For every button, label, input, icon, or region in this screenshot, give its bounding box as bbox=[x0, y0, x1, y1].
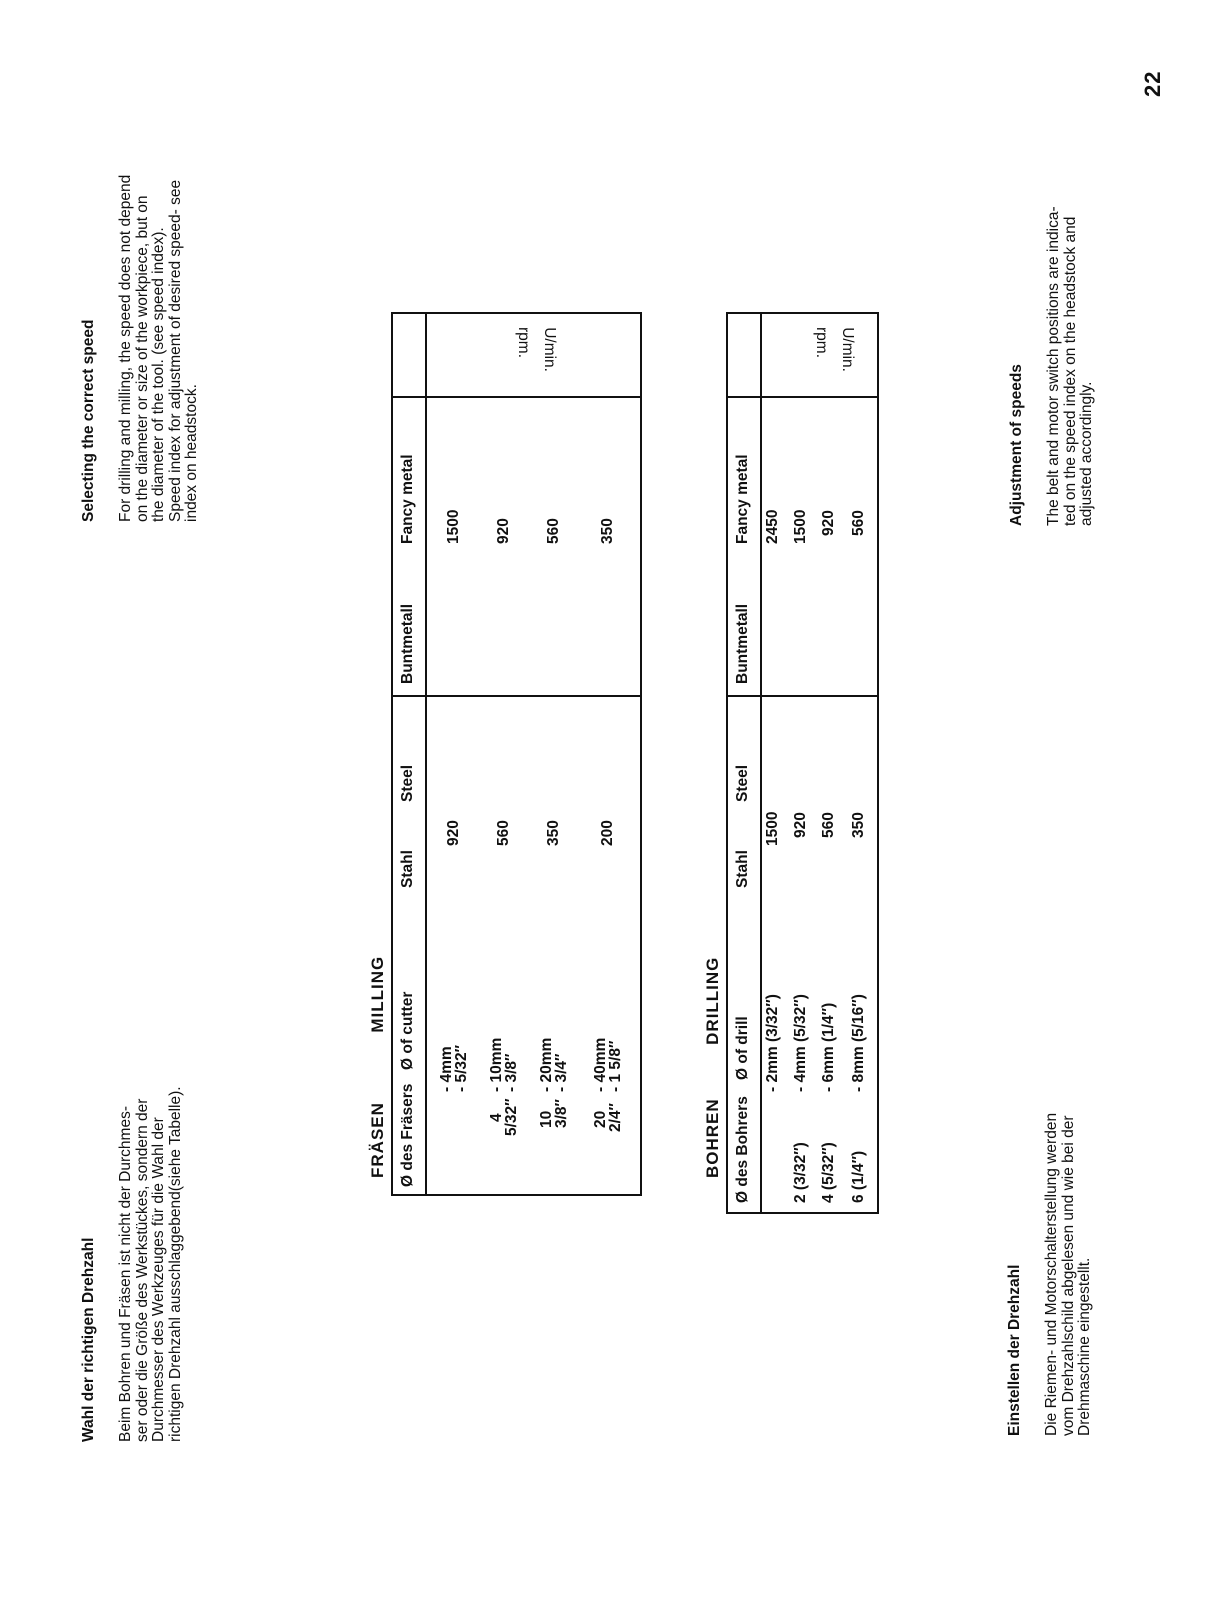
drilling-unit-de: U/min. bbox=[839, 327, 856, 372]
drilling-row4-from: 6 (1/4″) bbox=[850, 1150, 867, 1203]
table-rule bbox=[391, 312, 642, 314]
drilling-row2-steel: 920 bbox=[792, 812, 809, 838]
drilling-row4-steel: 350 bbox=[850, 812, 867, 838]
german-heading-wahl: Wahl der richtigen Drehzahl bbox=[80, 1237, 97, 1442]
milling-row3-from-mm: 10 bbox=[538, 1110, 555, 1128]
drilling-col-steel: Steel bbox=[734, 764, 751, 802]
table-rule bbox=[760, 312, 762, 1214]
drilling-title bbox=[703, 957, 723, 1178]
milling-col-fancy: Fancy metal bbox=[399, 454, 416, 544]
drilling-title-de: BOHREN bbox=[703, 1098, 722, 1178]
milling-col-steel: Steel bbox=[399, 764, 416, 802]
milling-row2-to-mm: - 10mm bbox=[488, 1037, 505, 1092]
text-line: the diameter of the tool. (see speed index). bbox=[150, 227, 167, 522]
drilling-row3-from: 4 (5/32″) bbox=[820, 1142, 837, 1203]
drilling-row3-to: - 6mm (1/4″) bbox=[820, 1002, 837, 1092]
text-line: Drehmaschine eingestellt. bbox=[1076, 1257, 1093, 1436]
table-rule bbox=[425, 312, 427, 1196]
german-heading-einstellen: Einstellen der Drehzahl bbox=[1006, 1264, 1023, 1436]
table-rule bbox=[391, 312, 393, 1196]
text-line: vom Drehzahlschild abgelesen und wie bei der bbox=[1059, 1115, 1077, 1436]
drilling-title-en: DRILLING bbox=[703, 956, 722, 1045]
drilling-col-diam-en: Ø of drill bbox=[734, 1016, 751, 1080]
text-line: ted on the speed index on the headstock and bbox=[1061, 216, 1079, 526]
table-rule bbox=[391, 396, 642, 398]
drilling-row1-to: - 2mm (3/32″) bbox=[764, 994, 781, 1092]
english-paragraph-adjustment bbox=[1046, 206, 1096, 526]
milling-row4-steel: 200 bbox=[599, 820, 616, 846]
text-line: Speed index for adjustment of desired speed- see bbox=[166, 179, 184, 522]
milling-row1-fancy: 1500 bbox=[445, 509, 462, 544]
english-heading-adjustment: Adjustment of speeds bbox=[1008, 364, 1025, 526]
english-paragraph-selecting bbox=[118, 175, 201, 522]
text-line: Durchmesser des Werkzeuges für die Wahl der bbox=[150, 1117, 167, 1442]
drilling-col-diam-de: Ø des Bohrers bbox=[734, 1096, 751, 1203]
drilling-row3-fancy: 920 bbox=[820, 510, 837, 536]
milling-row4-from-mm: 20 bbox=[592, 1110, 609, 1128]
drilling-row3-steel: 560 bbox=[820, 812, 837, 838]
table-rule bbox=[726, 695, 879, 697]
text-line: adjusted accordingly. bbox=[1078, 381, 1095, 526]
milling-row3-to-in: - 3/4″ bbox=[553, 1053, 570, 1092]
milling-col-diam-de: Ø des Fräsers bbox=[399, 1083, 416, 1187]
milling-col-diam-en: Ø of cutter bbox=[399, 991, 416, 1070]
milling-row2-fancy: 920 bbox=[495, 518, 512, 544]
drilling-row1-fancy: 2450 bbox=[764, 509, 781, 544]
text-line: Die Riemen- und Motorschalterstellung werden bbox=[1043, 1112, 1060, 1436]
drilling-unit-en: rpm. bbox=[813, 327, 830, 358]
table-rule bbox=[877, 312, 879, 1214]
milling-unit-en: rpm. bbox=[515, 327, 532, 358]
table-rule bbox=[726, 312, 728, 1214]
milling-row1-steel: 920 bbox=[445, 820, 462, 846]
milling-row3-steel: 350 bbox=[545, 820, 562, 846]
drilling-col-fancy: Fancy metal bbox=[734, 454, 751, 544]
table-rule bbox=[391, 1194, 642, 1196]
english-heading-selecting: Selecting the correct speed bbox=[80, 319, 97, 522]
milling-row3-fancy: 560 bbox=[545, 518, 562, 544]
milling-row2-steel: 560 bbox=[495, 820, 512, 846]
milling-unit-de: U/min. bbox=[541, 327, 558, 372]
page-number: 22 bbox=[1140, 70, 1165, 97]
table-rule bbox=[726, 312, 879, 314]
text-line: index on headstock. bbox=[183, 384, 200, 522]
german-paragraph-einstellen bbox=[1044, 1113, 1094, 1436]
milling-row4-from-in: 2/4″ bbox=[607, 1103, 624, 1132]
drilling-row2-to: - 4mm (5/32″) bbox=[792, 994, 809, 1092]
drilling-col-bunt: Buntmetall bbox=[734, 603, 751, 684]
milling-row1-to-mm: - 4mm bbox=[438, 1046, 455, 1092]
drilling-col-stahl: Stahl bbox=[734, 850, 751, 888]
text-line: The belt and motor switch positions are indica- bbox=[1045, 206, 1062, 526]
milling-title-de: FRÄSEN bbox=[368, 1102, 387, 1178]
text-line: Beim Bohren und Fräsen ist nicht der Durchmes- bbox=[117, 1106, 134, 1442]
table-rule bbox=[726, 396, 879, 398]
milling-col-bunt: Buntmetall bbox=[399, 603, 416, 684]
table-rule bbox=[726, 1212, 879, 1214]
drilling-row4-fancy: 560 bbox=[850, 510, 867, 536]
milling-row3-to-mm: - 20mm bbox=[538, 1037, 555, 1092]
milling-row2-from-in: 5/32″ bbox=[503, 1098, 520, 1136]
milling-row3-from-in: 3/8″ bbox=[553, 1099, 570, 1128]
milling-row2-from-mm: 4 bbox=[488, 1113, 505, 1122]
text-line: richtigen Drehzahl ausschlaggebend(siehe Tabelle). bbox=[166, 1086, 184, 1442]
text-line: ser oder die Größe des Werkstückes, sondern der bbox=[133, 1098, 151, 1442]
milling-row1-to-in: - 5/32″ bbox=[453, 1044, 470, 1092]
drilling-row2-from: 2 (3/32″) bbox=[792, 1142, 809, 1203]
milling-row4-to-mm: - 40mm bbox=[592, 1037, 609, 1092]
milling-title bbox=[368, 956, 388, 1178]
table-rule bbox=[391, 695, 642, 697]
german-paragraph-wahl bbox=[118, 1086, 184, 1442]
text-line: For drilling and milling, the speed does not depend bbox=[117, 174, 134, 522]
milling-col-stahl: Stahl bbox=[399, 850, 416, 888]
text-line: on the diameter or size of the workpiece, but on bbox=[133, 195, 151, 522]
table-rule bbox=[640, 312, 642, 1196]
drilling-row2-fancy: 1500 bbox=[792, 509, 809, 544]
milling-row4-to-in: - 1 5/8″ bbox=[607, 1040, 624, 1092]
milling-row4-fancy: 350 bbox=[599, 518, 616, 544]
drilling-row4-to: - 8mm (5/16″) bbox=[850, 994, 867, 1092]
milling-title-en: MILLING bbox=[368, 955, 387, 1033]
drilling-row1-steel: 1500 bbox=[764, 811, 781, 846]
milling-row2-to-in: - 3/8″ bbox=[503, 1053, 520, 1092]
